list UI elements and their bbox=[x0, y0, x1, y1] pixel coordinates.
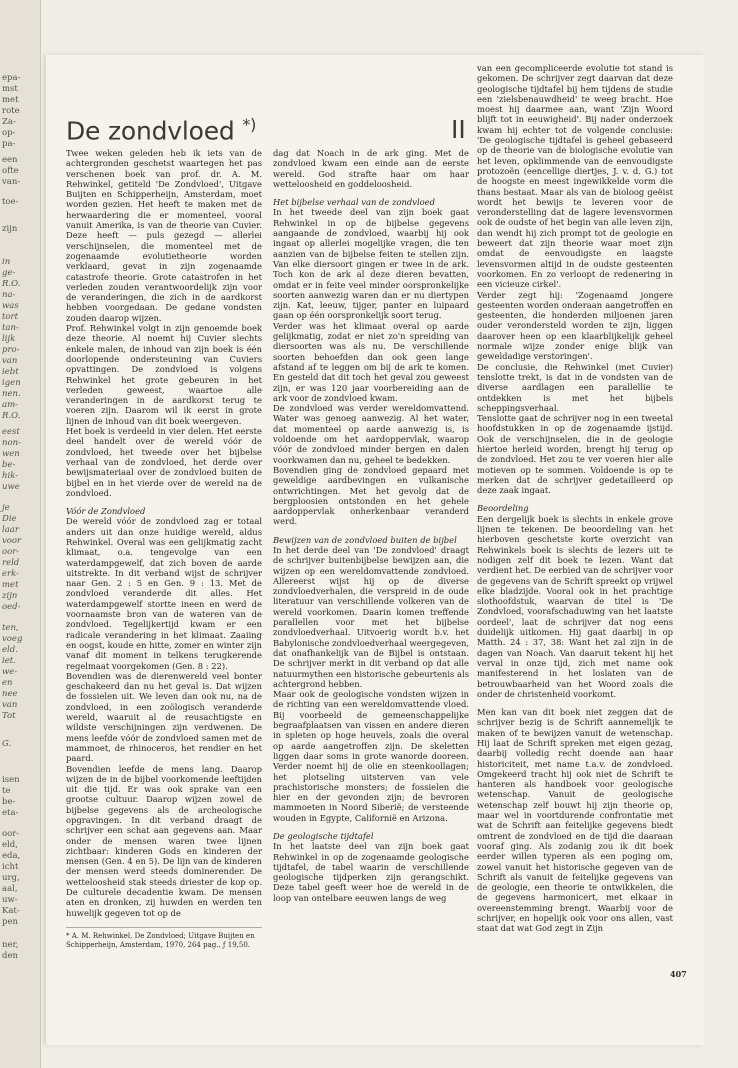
strip-text-fragment: den bbox=[2, 951, 18, 961]
strip-text-fragment: G. bbox=[2, 739, 12, 749]
strip-text-fragment: oor- bbox=[2, 547, 20, 557]
section-heading: Vóór de Zondvloed bbox=[66, 506, 146, 517]
strip-text-fragment: pa- bbox=[2, 139, 16, 149]
strip-text-fragment: pro- bbox=[2, 345, 20, 355]
strip-text-fragment: pen bbox=[2, 917, 18, 927]
strip-text-fragment: igen bbox=[2, 378, 21, 388]
title-text: De zondvloed bbox=[66, 116, 235, 146]
strip-text-fragment: ten, bbox=[2, 623, 19, 633]
strip-text-fragment: isen bbox=[2, 775, 20, 785]
strip-text-fragment: wen bbox=[2, 449, 20, 459]
paragraph: In het derde deel van 'De zondvloed' draagt de schrijver buitenbijbelse bewijzen aan, die wijzen op een wereldomvattende zondvloed. Allereerst wijst hij op de diverse zondvloedverhalen, die verspreid in de oude literatuur van verschillende volkeren van de wereld voorkomen. Daarin komen treffende parallellen voor met het bijbelse zondvloedverhaal. Uitvoerig wordt b.v. het Babylonische zondvloedverhaal weergegeven, dat onafhankelijk van de Bijbel is ontstaan. De schrijver merkt in dit verband op dat alle natuurmythen een historische gebeurtenis als achtergrond hebben. bbox=[273, 544, 469, 689]
paragraph: Men kan van dit boek niet zeggen dat de schrijver bezig is de Schrift aannemelijk te maken of te bewijzen vanuit de wetenschap. Hij laat de Schrift spreken met eigen gezag, daarbij volledig recht doende aan haar historiciteit, met name t.a.v. de zondvloed. Omgekeerd tracht hij ook niet de Schrift te hanteren als handboek voor geologische wetenschap. Vanuit de geologische wetenschap zelf bouwt hij zijn theorie op, maar wel in voortdurende confrontatie met wat de Schrift aan feitelijke gegevens biedt omtrent de zondvloed en de tijd die daaraan vooraf ging. Als zodanig zou ik dit boek eerder willen typeren als een poging om, zowel vanuit het historische gegeven van de Schrift als vanuit de feitelijke gegevens van de geologie, een theorie te ontwikkelen, die de gegevens harmonicert, met elkaar in overeenstemming brengt. Waarbij voor de schrijver, en hopelijk ook voor ons allen, vast staat dat wat God zegt in Zijn bbox=[477, 707, 673, 934]
strip-text-fragment: je bbox=[2, 503, 10, 513]
strip-text-fragment: mst bbox=[2, 84, 18, 94]
column-3 bbox=[477, 63, 673, 934]
paragraph: De zondvloed was verder wereldomvattend. Water was genoeg aanwezig. Al het water, dat momenteel op aarde aanwezig is, is voldoende om het aardoppervlak, waarop vóór de zondvloed minder bergen en dalen voorkwamen dan nu, geheel te bedekken. bbox=[273, 403, 469, 465]
paragraph: Verder was het klimaat overal op aarde gelijkmatig, zodat er niet zo'n spreiding van diersoorten was als nu. De verschillende soorten behoefden dan ook geen lange afstand af te leggen om bij de ark te komen. En gesteld dat dit toch het geval zou geweest zijn, er was 120 jaar voorbereiding aan de ark voor de zondvloed kwam. bbox=[273, 320, 469, 403]
strip-text-fragment: we- bbox=[2, 667, 18, 677]
strip-text-fragment: nee bbox=[2, 689, 18, 699]
strip-text-fragment: eest bbox=[2, 427, 20, 437]
paragraph: van een gecompliceerde evolutie tot stand is gekomen. De schrijver zegt daarvan dat deze geologische tijdtafel bij hem tijdens de studie een 'zielsbenauwdheid' te weeg bracht. Hoe moest hij daarmee aan, want 'Zijn Woord blijft tot in eeuwigheid'. Bij nader onderzoek kwam hij echter tot de volgende conclusie: 'De geologische tijdtafel is geheel gebaseerd op de theorie van de biologische evolutie van het leven, opklimmende van de eenvoudigste protozoën (eencellige diertjes, J. v. d. G.) tot de hoogste en meest ingewikkelde vorm die thans bestaat. Maar als van de bioloog geëist wordt het bewijs te leveren voor de veronderstelling dat de lagere levensvormen ook de oudste of het begin van alle leven zijn, dan wendt hij zich prompt tot de geologie en beweert dat zijn theorie waar moet zijn omdat de eenvoudigste en laagste levensvormen altijd in de oudste gesteenten voorkomen. En zo verloopt de redenering in een vicieuze cirkel'. bbox=[477, 63, 673, 290]
strip-text-fragment: tan- bbox=[2, 323, 19, 333]
strip-text-fragment: van bbox=[2, 700, 18, 710]
strip-text-fragment: ofte bbox=[2, 166, 19, 176]
strip-text-fragment: te bbox=[2, 786, 11, 796]
article-page bbox=[46, 55, 704, 1045]
strip-text-fragment: voor bbox=[2, 536, 22, 546]
part-number: II bbox=[451, 115, 466, 144]
strip-text-fragment: uwe bbox=[2, 482, 20, 492]
strip-text-fragment: ner, bbox=[2, 940, 19, 950]
strip-text-fragment: nen. bbox=[2, 389, 21, 399]
strip-text-fragment: zijn bbox=[2, 591, 18, 601]
strip-text-fragment: eld. bbox=[2, 645, 18, 655]
strip-text-fragment: en bbox=[2, 678, 13, 688]
strip-text-fragment: met bbox=[2, 580, 19, 590]
strip-text-fragment: van bbox=[2, 356, 18, 366]
strip-text-fragment: reld bbox=[2, 558, 20, 568]
strip-text-fragment: icht bbox=[2, 862, 19, 872]
strip-text-fragment: Die bbox=[2, 514, 17, 524]
section-heading: De geologische tijdtafel bbox=[273, 831, 374, 841]
title-footnote-mark: *) bbox=[242, 115, 257, 134]
section-heading: Beoordeling bbox=[477, 503, 529, 514]
paragraph: Tenslotte gaat de schrijver nog in een tweetal hoofdstukken in op de zogenaamde ijstijd. Ook de verschijnselen, die in de geologie hiertoe herleid worden, brengt hij terug op de zondvloed. Het zou te ver voeren hier alle motieven op te sommen. Voldoende is op te merken dat de schrijver gedetailleerd op deze zaak ingaat. bbox=[477, 413, 673, 496]
strip-text-fragment: hik- bbox=[2, 471, 19, 481]
strip-text-fragment: laar bbox=[2, 525, 19, 535]
section-heading: Het bijbelse verhaal van de zondvloed bbox=[273, 197, 435, 208]
paragraph: Bovendien leefde de mens lang. Daarop wijzen de in de bijbel voorkomende leeftijden uit die tijd. Er was ook sprake van een grootse cultuur. Daarop wijzen zowel de bijbelse gegevens als de archeologische opgravingen. In dit verband draagt de schrijver een schat aan gegevens aan. Maar onder de mensen waren twee lijnen zichtbaar: kinderen Gods en kinderen der mensen (Gen. 4 en 5). De lijn van de kinderen der mensen werd steeds dominerender. De wetteloosheid stak steeds driester de kop op. De culturele decadentie kwam. De mensen aten en dronken, zij huwden en werden ten huwelijk gegeven tot op de bbox=[66, 763, 262, 918]
paragraph: Verder zegt hij: 'Zogenaamd jongere gesteenten worden onderaan aangetroffen en gesteenten, die honderden miljoenen jaren ouder verondersteld worden te zijn, liggen daarover heen op een klaarblijkelijk geheel normale wijze zonder enige blijk van geweldadige verstoringen'. bbox=[477, 289, 673, 362]
section-heading: Bewijzen van de zondvloed buiten de bijbel bbox=[273, 534, 457, 545]
strip-text-fragment: urg, bbox=[2, 873, 20, 883]
strip-text-fragment: toe- bbox=[2, 197, 19, 207]
strip-text-fragment: Tot bbox=[2, 711, 16, 721]
paragraph: De conclusie, die Rehwinkel (met Cuvier) tenslotte trekt, is dat in de vondsten van de diverse aardlagen een parallellie te ontdekken is met het bijbels scheppingsverhaal. bbox=[477, 361, 673, 413]
strip-text-fragment: eta- bbox=[2, 808, 19, 818]
paragraph: In het laatste deel van zijn boek gaat Rehwinkel in op de zogenaamde geologische tijdtafel, de tabel waarin de verschillende geologische tijdperken zijn gerangschikt. Deze tabel geeft weer hoe de wereld in de loop van ontelbare eeuwen langs de weg bbox=[273, 841, 469, 903]
strip-text-fragment: am- bbox=[2, 400, 18, 410]
paragraph: Bovendien ging de zondvloed gepaard met geweldige aardbevingen en vulkanische ontwrichtingen. Met het gevolg dat de bergploosien ontstonden en het gehele aardoppervlak onherkenbaar veranderd werd. bbox=[273, 464, 469, 527]
paragraph: Bovendien was de dierenwereld veel bonter geschakeerd dan nu het geval is. Dat wijzen de fossielen uit. We leven dan ook nu, na de zondvloed, in een zoölogisch veranderde wereld, waaruit al de reusachtigste en wildste verschijningen zijn verdwenen. De mens leefde vóór de zondvloed samen met de mammoet, de rhinoceros, het rendier en het paard. bbox=[66, 670, 262, 764]
strip-text-fragment: be- bbox=[2, 797, 16, 807]
paragraph: Twee weken geleden heb ik iets van de achtergronden geschetst waartegen het pas verschenen boek van prof. dr. A. M. Rehwinkel, getiteld 'De Zondvloed', Uitgave Buijten en Schipperheijn, Amsterdam, moet worden gezien. Het heeft te maken met de herwaardering die er momenteel, vooral vanuit Amerika, is van de theorie van Cuvier. Deze heeft — puls gezegd — allerlei verschijnselen, die momenteel met de zogenaamde evolutietheorie worden verklaard, gevat in zijn zogenaamde catastrofe theorie. Grote catastrofen in het verleden zouden verantwoordelijk zijn voor de veranderingen, die zich in de aardkorst hebben voorgedaan. De gedane vondsten zouden daarop wijzen. bbox=[66, 148, 262, 323]
strip-text-fragment: non- bbox=[2, 438, 21, 448]
paragraph: Het boek is verdeeld in vier delen. Het eerste deel handelt over de wereld vóór de zondvloed, het tweede over het bijbelse verhaal van de zondvloed, het derde over bewijsmateriaal over de zondvloed buiten de bijbel en in het vierde over de wereld na de zondvloed. bbox=[66, 426, 262, 498]
strip-text-fragment: oor- bbox=[2, 829, 20, 839]
strip-text-fragment: eda, bbox=[2, 851, 21, 861]
strip-text-fragment: aal, bbox=[2, 884, 18, 894]
strip-text-fragment: van- bbox=[2, 177, 21, 187]
strip-text-fragment: met bbox=[2, 95, 19, 105]
strip-text-fragment: voeg bbox=[2, 634, 23, 644]
strip-text-fragment: tort bbox=[2, 312, 19, 322]
strip-text-fragment: ge- bbox=[2, 268, 16, 278]
column-1 bbox=[66, 148, 262, 918]
paragraph: Prof. Rehwinkel volgt in zijn genoemde boek deze theorie. Al noemt hij Cuvier slechts enkele malen, de inhoud van zijn boek is één doorlopende ondersteuning van Cuviers opvattingen. De zondvloed is volgens Rehwinkel het grote gebeuren in het verleden geweest, waartoe alle veranderingen in de aardkorst terug te voeren zijn. Daarom wil ik eerst in grote lijnen de inhoud van dit boek weergeven. bbox=[66, 323, 262, 426]
strip-text-fragment: oed- bbox=[2, 602, 21, 612]
strip-text-fragment: uw- bbox=[2, 895, 18, 905]
strip-text-fragment: be- bbox=[2, 460, 16, 470]
strip-text-fragment: epa- bbox=[2, 73, 21, 83]
strip-text-fragment: lijk bbox=[2, 334, 16, 344]
paragraph: dag dat Noach in de ark ging. Met de zondvloed kwam een einde aan de eerste wereld. God strafte haar om haar wetteloosheid en goddeloosheid. bbox=[273, 148, 469, 189]
strip-text-fragment: rote bbox=[2, 106, 20, 116]
strip-text-fragment: was bbox=[2, 301, 19, 311]
strip-text-fragment: R.O. bbox=[2, 279, 21, 289]
strip-text-fragment: na- bbox=[2, 290, 16, 300]
adjacent-page-strip bbox=[0, 0, 41, 1068]
column-2 bbox=[273, 148, 469, 903]
page-number: 407 bbox=[670, 969, 687, 979]
strip-text-fragment: Kat- bbox=[2, 906, 20, 916]
article-title bbox=[66, 115, 256, 145]
strip-text-fragment: zijn bbox=[2, 224, 18, 234]
strip-text-fragment: iebt bbox=[2, 367, 19, 377]
footnote: * A. M. Rehwinkel, De Zondvloed; Uitgave Buijten en Schipperheijn, Amsterdam, 1970, 264 pag., ƒ 19,50. bbox=[66, 927, 262, 949]
paragraph: In het tweede deel van zijn boek gaat Rehwinkel in op de bijbelse gegevens aangaande de zondvloed, waarbij hij ook ingaat op allerlei mogelijke vragen, die ten aanzien van de bijbelse feiten te stellen zijn. Van elke diersoort gingen er twee in de ark. Toch kon de ark al deze dieren bevatten, omdat er in feite veel minder oorspronkelijke soorten aanwezig waren dan er nu diertypen zijn. Kat, leeuw, tijger, panter en luipaard gaan op één oorspronkelijk soort terug. bbox=[273, 207, 469, 321]
paragraph: Maar ook de geologische vondsten wijzen in de richting van een wereldomvattende vloed. Bij voorbeeld de gemeenschappelijke begraafplaatsen van vissen en andere dieren in spleten op hoge heuvels, zoals die overal op aarde aangetroffen zijn. De skeletten liggen daar soms in grote wanorde dooreen. Verder noemt hij de olie en steenkoollagen; het plotseling uitsterven van vele prachistorische monsters; de fossielen die hier en der gevonden zijn; de bevroren mammoeten in Noord Siberië; de versteende wouden in Egypte, Californië en Arizona. bbox=[273, 689, 469, 823]
paragraph: De wereld vóór de zondvloed zag er totaal anders uit dan onze huidige wereld, aldus Rehwinkel. Overal was een gelijkmatig zacht klimaat, o.a. tengevolge van een waterdampgewelf, dat zich boven de aarde uitstrekte. In dit verband wijst de schrijver naar Gen. 2 : 5 en Gen. 9 : 13. Met de zondvloed veranderde dit alles. Het waterdampgewelf stortte ineen en werd de voornaamste bron van de wateren van de zondvloed. Tegelijkertijd kwam er een radicale verandering in het klimaat. Zaaiing en oogst, koude en hitte, zomer en winter zijn vanaf dit moment in telkens terugkerende regelmaat voorgekomen (Gen. 8 : 22). bbox=[66, 516, 262, 671]
strip-text-fragment: erk- bbox=[2, 569, 19, 579]
strip-text-fragment: op- bbox=[2, 128, 16, 138]
strip-text-fragment: eld, bbox=[2, 840, 18, 850]
strip-text-fragment: iet. bbox=[2, 656, 16, 666]
strip-text-fragment: een bbox=[2, 155, 18, 165]
strip-text-fragment: in bbox=[2, 257, 11, 267]
strip-text-fragment: R.O. bbox=[2, 411, 21, 421]
strip-text-fragment: Za- bbox=[2, 117, 16, 127]
paragraph-gap bbox=[477, 699, 673, 707]
paragraph: Een dergelijk boek is slechts in enkele grove lijnen te tekenen. De beoordeling van het hierboven geschetste korte overzicht van Rehwinkels boek is slechts de lezers uit te nodigen zelf dit boek te lezen. Want dat verdient het. De eerbied van de schrijver voor de gegevens van de Schrift spreekt op vrijwel elke bladzijde. Vooral ook in het prachtige slothoofdstuk, waarvan de titel is 'De Zondvloed, voorafschaduwing van het laatste oordeel', laat de schrijver dat nog eens duidelijk uitkomen. Hij gaat daarbij in op Matth. 24 : 37, 38: Want het zal zijn in de dagen van Noach. Van daaruit tekent hij het verval in onze tijd, zich met name ook manifesterend in het loslaten van de betrouwbaarheid van het Woord zoals die onder de christenheid voorkomt. bbox=[477, 513, 674, 699]
